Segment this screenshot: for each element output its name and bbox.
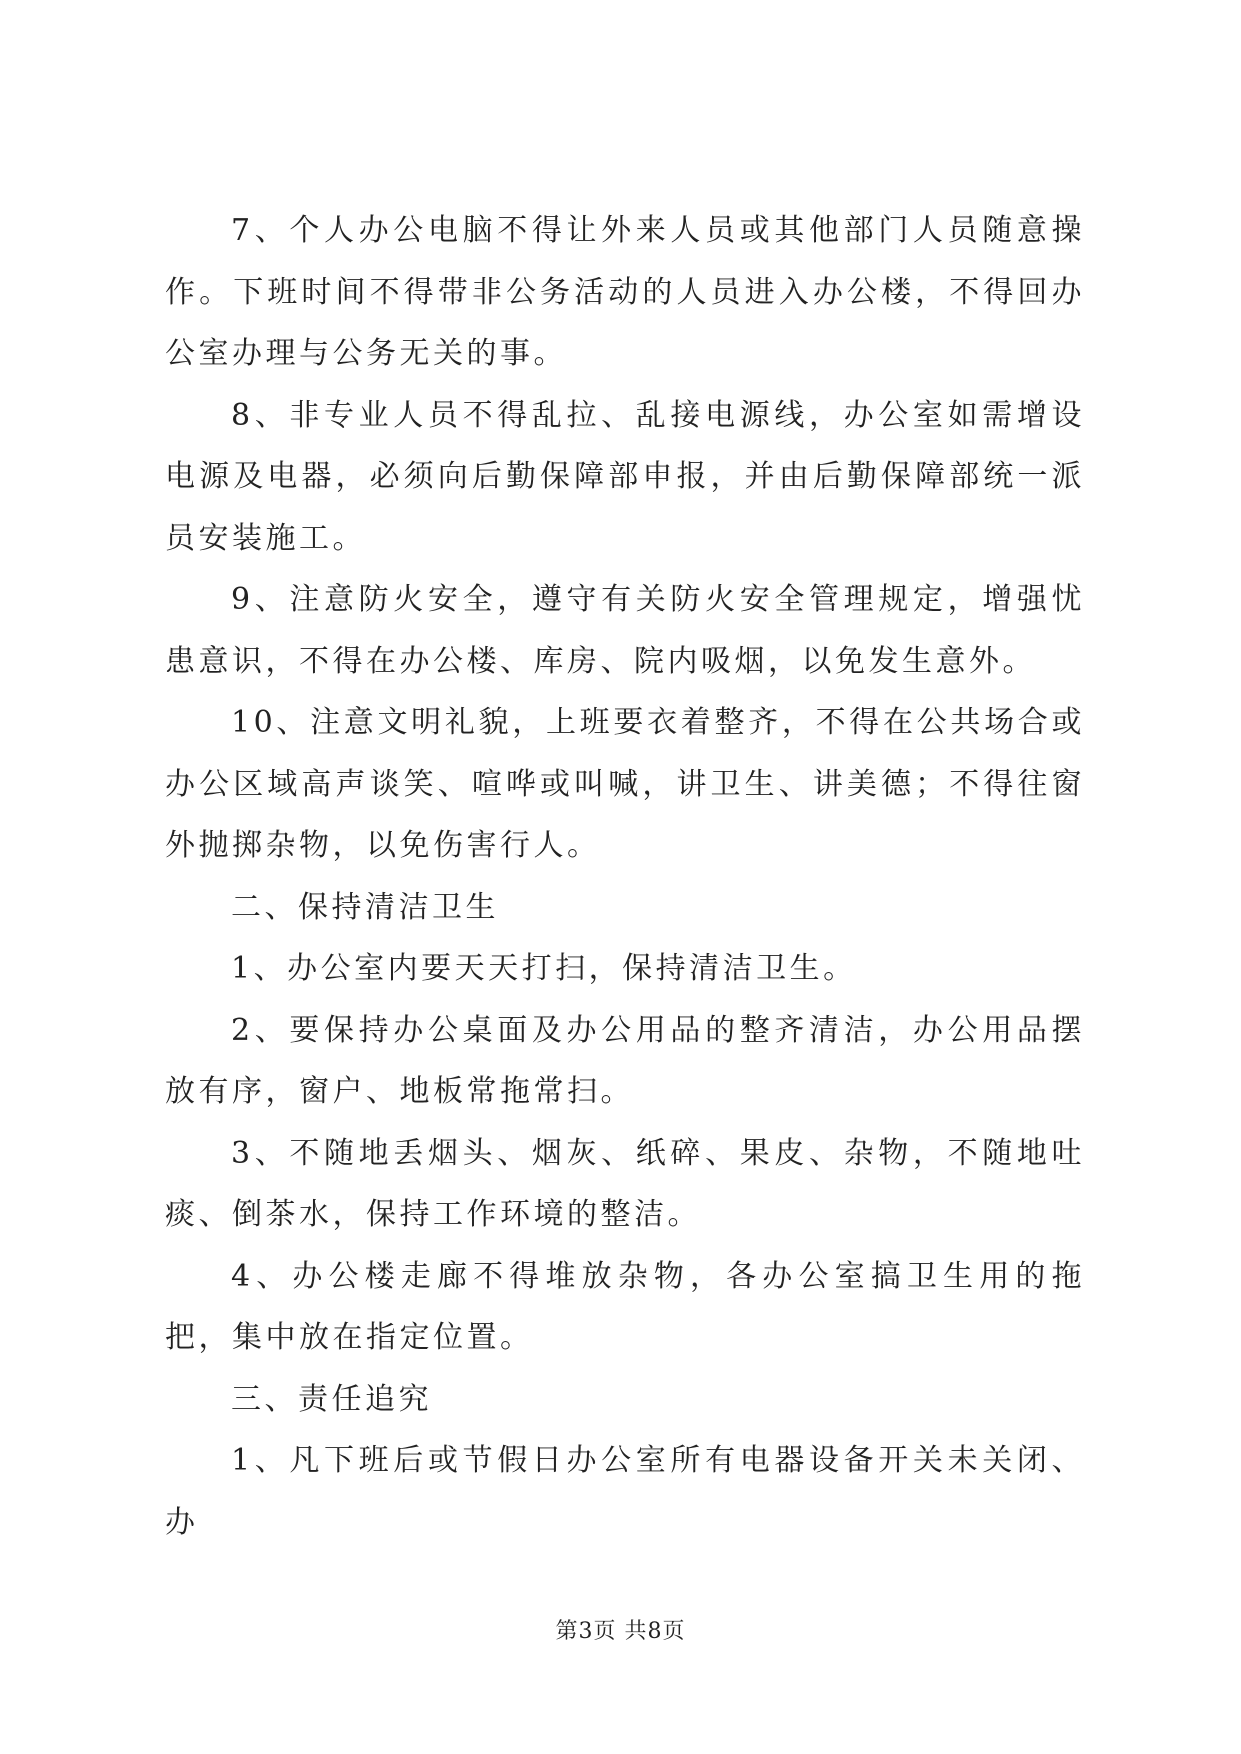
- paragraph-rule-8: 8、非专业人员不得乱拉、乱接电源线，办公室如需增设电源及电器，必须向后勤保障部申报，并由后勤保障部统一派员安装施工。: [165, 397, 1085, 556]
- paragraph-clean-1: 1、办公室内要天天打扫，保持清洁卫生。: [231, 951, 857, 986]
- paragraph-rule-10: 10、注意文明礼貌，上班要衣着整齐，不得在公共场合或办公区域高声谈笑、喧哗或叫喊，讲卫生、讲美德；不得往窗外抛掷杂物，以免伤害行人。: [165, 705, 1085, 863]
- document-body: [165, 200, 1085, 1553]
- section-heading-cleanliness: 二、保持清洁卫生: [231, 889, 499, 925]
- paragraph-rule-9: 9、注意防火安全，遵守有关防火安全管理规定，增强忧患意识，不得在办公楼、库房、院内吸烟，以免发生意外。: [165, 582, 1085, 679]
- paragraph-clean-2: 2、要保持办公桌面及办公用品的整齐清洁，办公用品摆放有序，窗户、地板常拖常扫。: [165, 1012, 1085, 1109]
- paragraph-clean-4: 4、办公楼走廊不得堆放杂物，各办公室搞卫生用的拖把，集中放在指定位置。: [165, 1258, 1085, 1355]
- paragraph-rule-7: 7、个人办公电脑不得让外来人员或其他部门人员随意操作。下班时间不得带非公务活动的人员进入办公楼，不得回办公室办理与公务无关的事。: [165, 213, 1085, 371]
- section-heading-accountability: 三、责任追究: [231, 1381, 432, 1417]
- paragraph-clean-3: 3、不随地丢烟头、烟灰、纸碎、果皮、杂物，不随地吐痰、倒茶水，保持工作环境的整洁。: [165, 1135, 1085, 1232]
- page-number-footer: 第3页 共8页: [555, 1619, 686, 1644]
- paragraph-accountability-1: 1、凡下班后或节假日办公室所有电器设备开关未关闭、办: [165, 1443, 1085, 1540]
